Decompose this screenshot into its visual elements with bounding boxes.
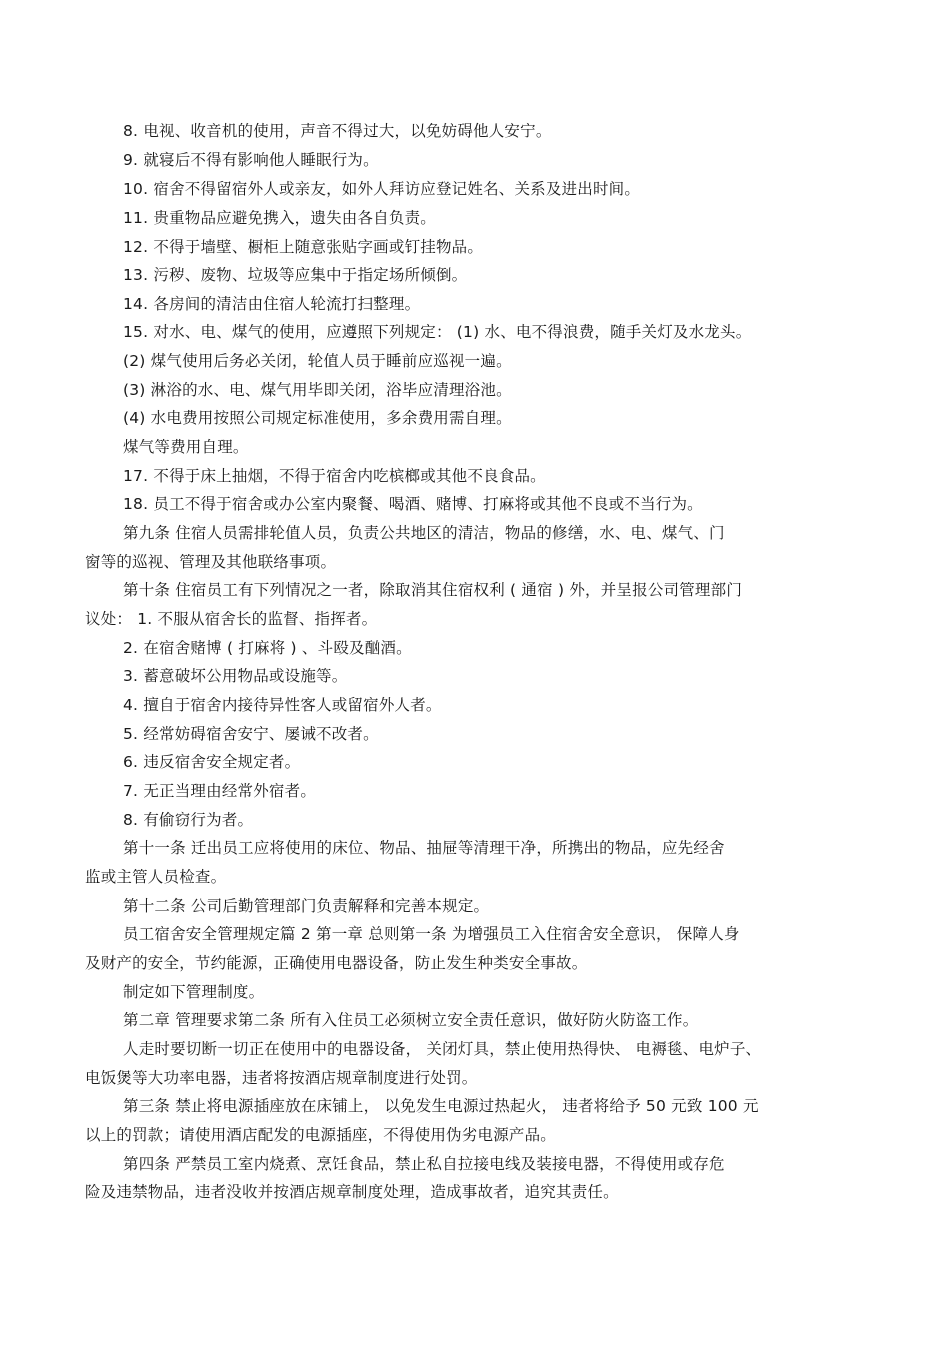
text-line: 第十条 住宿员工有下列情况之一者，除取消其住宿权利 ( 通宿 ) 外，并呈报公司管理部门 xyxy=(123,581,743,599)
text-line: (2) 煤气使用后务必关闭，轮值人员于睡前应巡视一遍。 xyxy=(123,352,512,370)
text-line: 第十一条 迁出员工应将使用的床位、物品、抽屉等清理干净，所携出的物品，应先经舍 xyxy=(123,839,725,857)
text-line: 第四条 严禁员工室内烧煮、烹饪食品，禁止私自拉接电线及装接电器，不得使用或存危 xyxy=(123,1155,725,1173)
text-line: 6. 违反宿舍安全规定者。 xyxy=(123,753,301,771)
text-line: 第九条 住宿人员需排轮值人员，负责公共地区的清洁，物品的修缮，水、电、煤气、门 xyxy=(123,524,725,542)
text-line: 窗等的巡视、管理及其他联络事项。 xyxy=(85,553,337,571)
text-line: 8. 有偷窃行为者。 xyxy=(123,811,254,829)
text-line: (4) 水电费用按照公司规定标准使用，多余费用需自理。 xyxy=(123,409,512,427)
text-line: 9. 就寝后不得有影响他人睡眠行为。 xyxy=(123,151,379,169)
text-line: 员工宿舍安全管理规定篇 2 第一章 总则第一条 为增强员工入住宿舍安全意识， 保障人身 xyxy=(123,925,740,943)
text-line: 第三条 禁止将电源插座放在床铺上， 以免发生电源过热起火， 违者将给予 50 元致 100 元 xyxy=(123,1097,759,1115)
text-line: 及财产的安全，节约能源，正确使用电器设备，防止发生种类安全事故。 xyxy=(85,954,588,972)
text-line: 第二章 管理要求第二条 所有入住员工必须树立安全责任意识，做好防火防盗工作。 xyxy=(123,1011,699,1029)
text-line: 14. 各房间的清洁由住宿人轮流打扫整理。 xyxy=(123,295,421,313)
text-line: 7. 无正当理由经常外宿者。 xyxy=(123,782,317,800)
text-line: 第十二条 公司后勤管理部门负责解释和完善本规定。 xyxy=(123,897,490,915)
text-line: 人走时要切断一切正在使用中的电器设备， 关闭灯具，禁止使用热得快、 电褥毯、电炉子、 xyxy=(123,1040,762,1058)
text-line: 5. 经常妨碍宿舍安宁、屡诫不改者。 xyxy=(123,725,379,743)
text-line: 监或主管人员检查。 xyxy=(85,868,227,886)
text-line: 17. 不得于床上抽烟，不得于宿舍内吃槟榔或其他不良食品。 xyxy=(123,467,546,485)
text-line: 18. 员工不得于宿舍或办公室内聚餐、喝酒、赌博、打麻将或其他不良或不当行为。 xyxy=(123,495,703,513)
text-line: 2. 在宿舍赌博 ( 打麻将 ) 、斗殴及酗酒。 xyxy=(123,639,412,657)
text-line: 8. 电视、收音机的使用，声音不得过大，以免妨碍他人安宁。 xyxy=(123,122,552,140)
text-line: 险及违禁物品，违者没收并按酒店规章制度处理，造成事故者，追究其责任。 xyxy=(85,1183,619,1201)
text-line: 以上的罚款；请使用酒店配发的电源插座，不得使用伪劣电源产品。 xyxy=(85,1126,557,1144)
text-line: 15. 对水、电、煤气的使用，应遵照下列规定： (1) 水、电不得浪费，随手关灯及水龙头。 xyxy=(123,323,752,341)
text-line: 13. 污秽、废物、垃圾等应集中于指定场所倾倒。 xyxy=(123,266,468,284)
text-line: 4. 擅自于宿舍内接待异性客人或留宿外人者。 xyxy=(123,696,442,714)
text-line: 12. 不得于墙壁、橱柜上随意张贴字画或钉挂物品。 xyxy=(123,238,484,256)
text-line: 11. 贵重物品应避免携入，遗失由各自负责。 xyxy=(123,209,436,227)
text-line: (3) 淋浴的水、电、煤气用毕即关闭，浴毕应清理浴池。 xyxy=(123,381,512,399)
text-line: 制定如下管理制度。 xyxy=(123,983,265,1001)
text-line: 议处： 1. 不服从宿舍长的监督、指挥者。 xyxy=(85,610,378,628)
text-line: 3. 蓄意破坏公用物品或设施等。 xyxy=(123,667,348,685)
text-line: 电饭煲等大功率电器，违者将按酒店规章制度进行处罚。 xyxy=(85,1069,478,1087)
text-line: 煤气等费用自理。 xyxy=(123,438,249,456)
text-line: 10. 宿舍不得留宿外人或亲友，如外人拜访应登记姓名、关系及进出时间。 xyxy=(123,180,641,198)
